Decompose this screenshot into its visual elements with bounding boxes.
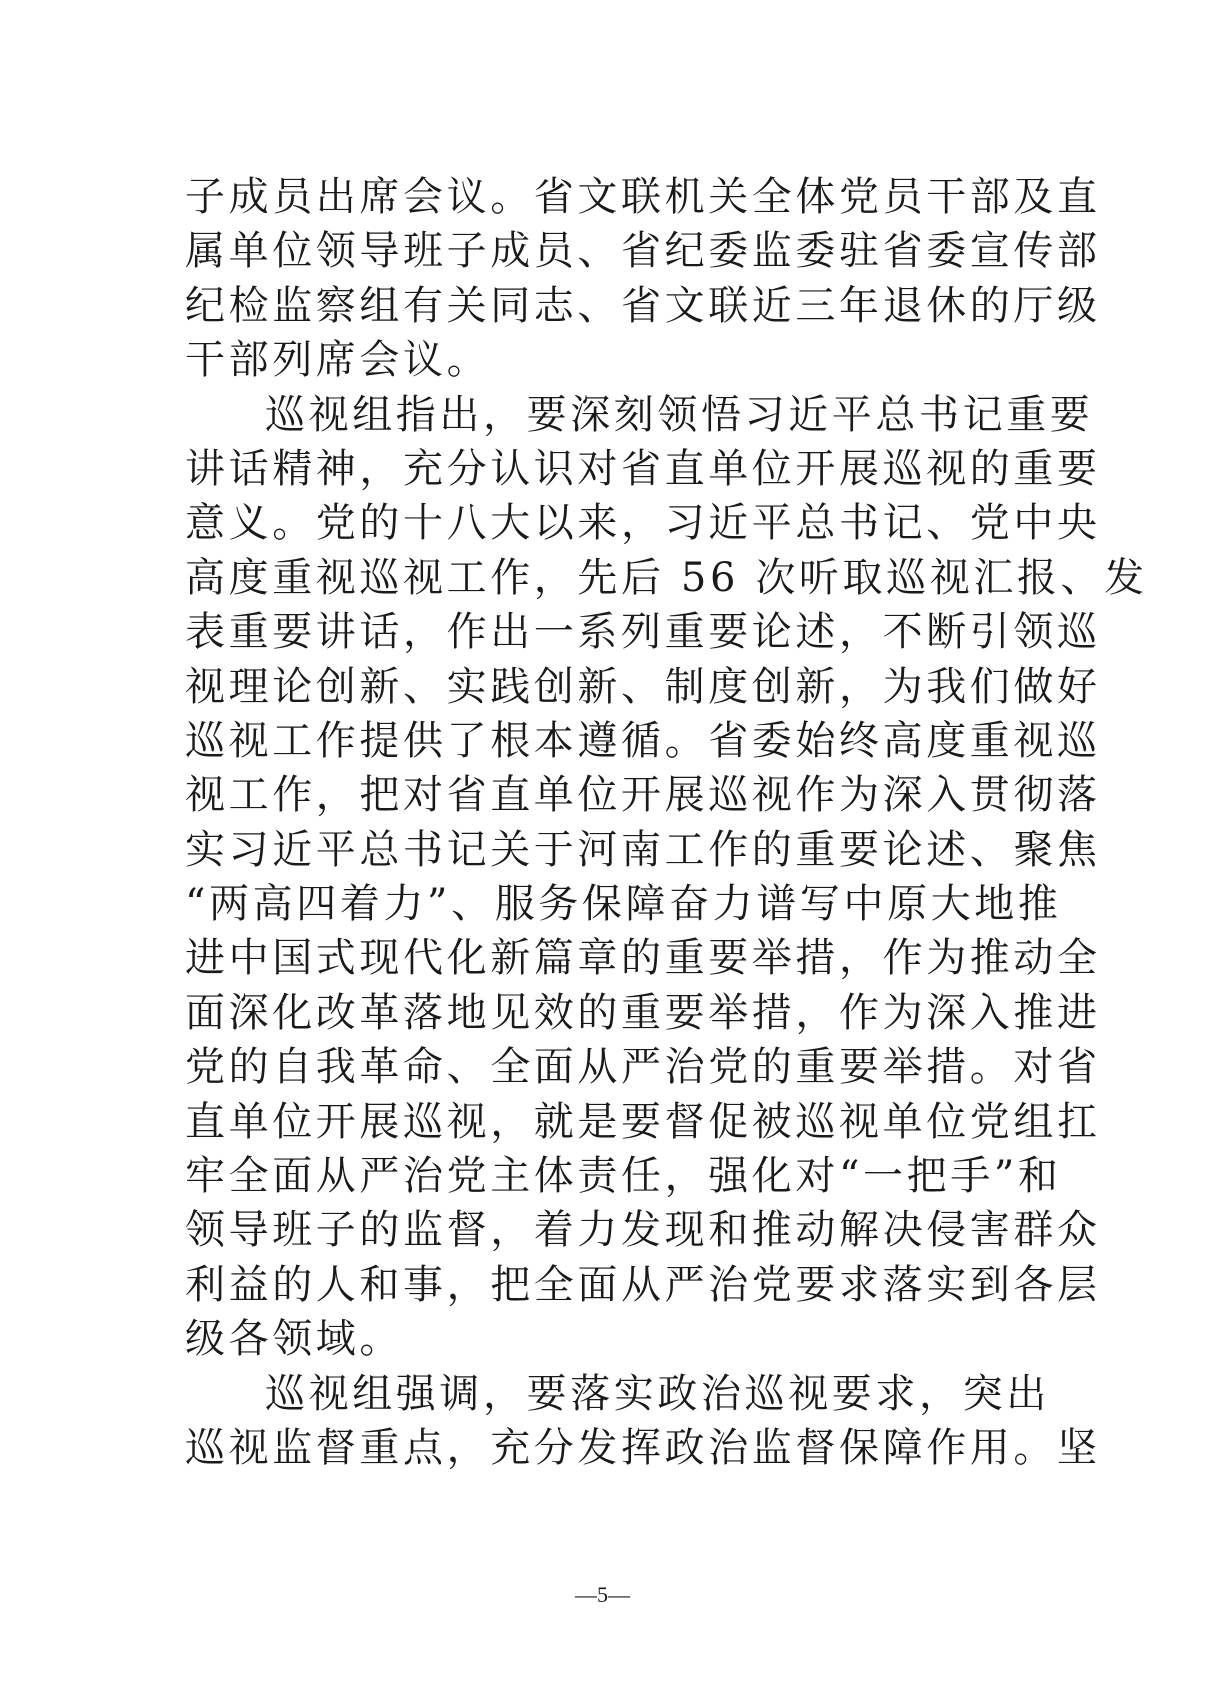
page-number: —5— bbox=[575, 1582, 630, 1607]
text-line: 巡视组强调，要落实政治巡视要求，突出 bbox=[265, 1370, 1050, 1417]
paragraph-3 bbox=[185, 1367, 1101, 1476]
text-line: 视理论创新、实践创新、制度创新，为我们做好 bbox=[185, 663, 1101, 710]
text-line: 属单位领导班子成员、省纪委监委驻省委宣传部 bbox=[185, 228, 1101, 275]
paragraph-2 bbox=[185, 388, 1148, 1367]
paragraph-1 bbox=[185, 170, 1101, 388]
text-line: 利益的人和事，把全面从严治党要求落实到各层 bbox=[185, 1261, 1101, 1308]
text-line: 牢全面从严治党主体责任，强化对“一把手”和 bbox=[185, 1153, 1062, 1200]
text-line: 高度重视巡视工作，先后 56 次听取巡视汇报、发 bbox=[185, 554, 1148, 601]
text-line: 巡视工作提供了根本遵循。省委始终高度重视巡 bbox=[185, 717, 1101, 764]
text-line: 进中国式现代化新篇章的重要举措，作为推动全 bbox=[185, 935, 1101, 982]
text-line: 子成员出席会议。省文联机关全体党员干部及直 bbox=[185, 174, 1101, 220]
text-line: 讲话精神，充分认识对省直单位开展巡视的重要 bbox=[185, 445, 1101, 492]
text-line: 视工作，把对省直单位开展巡视作为深入贯彻落 bbox=[185, 772, 1101, 819]
text-line: 巡视监督重点，充分发挥政治监督保障作用。坚 bbox=[185, 1424, 1101, 1471]
text-line: 级各领域。 bbox=[185, 1316, 403, 1363]
text-line: 表重要讲话，作出一系列重要论述，不断引领巡 bbox=[185, 609, 1101, 656]
text-line: 党的自我革命、全面从严治党的重要举措。对省 bbox=[185, 1044, 1101, 1091]
document-body bbox=[185, 170, 1148, 1475]
text-line: 纪检监察组有关同志、省文联近三年退休的厅级 bbox=[185, 282, 1101, 329]
text-line: 干部列席会议。 bbox=[185, 337, 491, 384]
text-line: 巡视组指出，要深刻领悟习近平总书记重要 bbox=[265, 391, 1094, 438]
text-line: 意义。党的十八大以来，习近平总书记、党中央 bbox=[185, 500, 1101, 547]
text-line: 实习近平总书记关于河南工作的重要论述、聚焦 bbox=[185, 826, 1101, 873]
text-line: 面深化改革落地见效的重要举措，作为深入推进 bbox=[185, 989, 1101, 1036]
text-line: 直单位开展巡视，就是要督促被巡视单位党组扛 bbox=[185, 1098, 1101, 1145]
text-line: 领导班子的监督，着力发现和推动解决侵害群众 bbox=[185, 1207, 1101, 1254]
text-line: “两高四着力”、服务保障奋力谱写中原大地推 bbox=[185, 881, 1062, 928]
